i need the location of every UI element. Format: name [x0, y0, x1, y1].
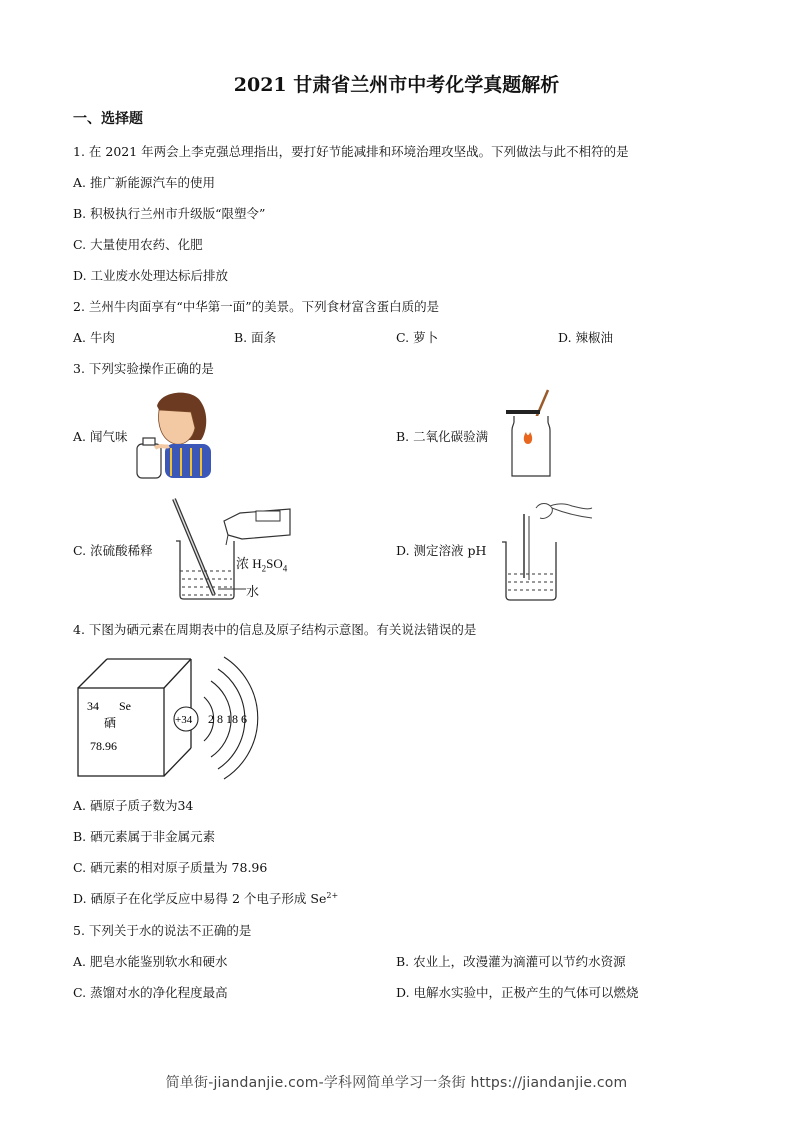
q5-option-b: B. 农业上，改漫灌为滴灌可以节约水资源: [396, 954, 626, 969]
glass-plate: [506, 410, 540, 414]
smell-gas-illustration: [135, 388, 215, 480]
q2-stem: 2. 兰州牛肉面享有“中华第一面”的美景。下列食材富含蛋白质的是: [73, 299, 440, 314]
q4-stem: 4. 下图为硒元素在周期表中的信息及原子结构示意图。有关说法错误的是: [73, 622, 477, 637]
q3-option-b: B. 二氧化碳验满: [396, 429, 489, 444]
q3-option-d: D. 测定溶液 pH: [396, 543, 487, 558]
q1-stem: 1. 在 2021 年两会上李克强总理指出，要打好节能减排和环境治理攻坚战。下列做法与此不相符的是: [73, 144, 629, 159]
gas-jar: [512, 416, 550, 476]
q2-option-d: D. 辣椒油: [558, 330, 614, 345]
water-label: 水: [246, 585, 260, 600]
q5-option-a: A. 肥皂水能鉴别软水和硬水: [73, 954, 228, 969]
element-symbol: Se: [119, 699, 131, 713]
electron-configuration: 2 8 18 6: [208, 712, 247, 726]
ph-test-illustration: [500, 498, 595, 602]
q3-option-c: C. 浓硫酸稀释: [73, 543, 153, 558]
bottle-shape: [137, 444, 161, 478]
atomic-number: 34: [87, 699, 99, 713]
selenium-diagram: [74, 655, 264, 780]
acid-dilution-illustration: [170, 495, 300, 605]
q4-option-c: C. 硒元素的相对原子质量为 78.96: [73, 860, 268, 875]
section-heading: 一、选择题: [73, 111, 143, 127]
page-title: 2021 甘肃省兰州市中考化学真题解析: [233, 74, 560, 96]
atomic-mass: 78.96: [90, 739, 117, 753]
q4-option-a: A. 硒原子质子数为34: [73, 798, 194, 813]
q2-option-c: C. 萝卜: [396, 330, 439, 345]
q5-stem: 5. 下列关于水的说法不正确的是: [73, 923, 252, 938]
hand-shape: [536, 504, 552, 519]
element-name: 硒: [104, 716, 117, 730]
q4-option-b: B. 硒元素属于非金属元素: [73, 829, 216, 844]
q1-option-b: B. 积极执行兰州市升级版“限塑令”: [73, 206, 266, 221]
q5-option-c: C. 蒸馏对水的净化程度最高: [73, 985, 228, 1000]
q2-option-b: B. 面条: [234, 330, 277, 345]
q1-option-a: A. 推广新能源汽车的使用: [73, 175, 215, 190]
q3-stem: 3. 下列实验操作正确的是: [73, 361, 214, 376]
q3-option-a: A. 闻气味: [73, 429, 128, 444]
face-shape: [159, 410, 195, 444]
footer-watermark: 简单街-jiandanjie.com-学科网简单学习一条街 https://jiandanjie.com: [165, 1075, 628, 1091]
nucleus-charge: +34: [175, 714, 193, 726]
acid-label: 浓 $H_2SO_4$: [236, 556, 288, 574]
q5-option-d: D. 电解水实验中，正极产生的气体可以燃烧: [396, 985, 639, 1000]
q1-option-d: D. 工业废水处理达标后排放: [73, 268, 229, 283]
co2-test-illustration: [504, 388, 564, 480]
q1-option-c: C. 大量使用农药、化肥: [73, 237, 203, 252]
q2-option-a: A. 牛肉: [73, 330, 115, 345]
q4-option-d: D. 硒原子在化学反应中易得 2 个电子形成 $Se^{2+}$: [73, 890, 339, 906]
